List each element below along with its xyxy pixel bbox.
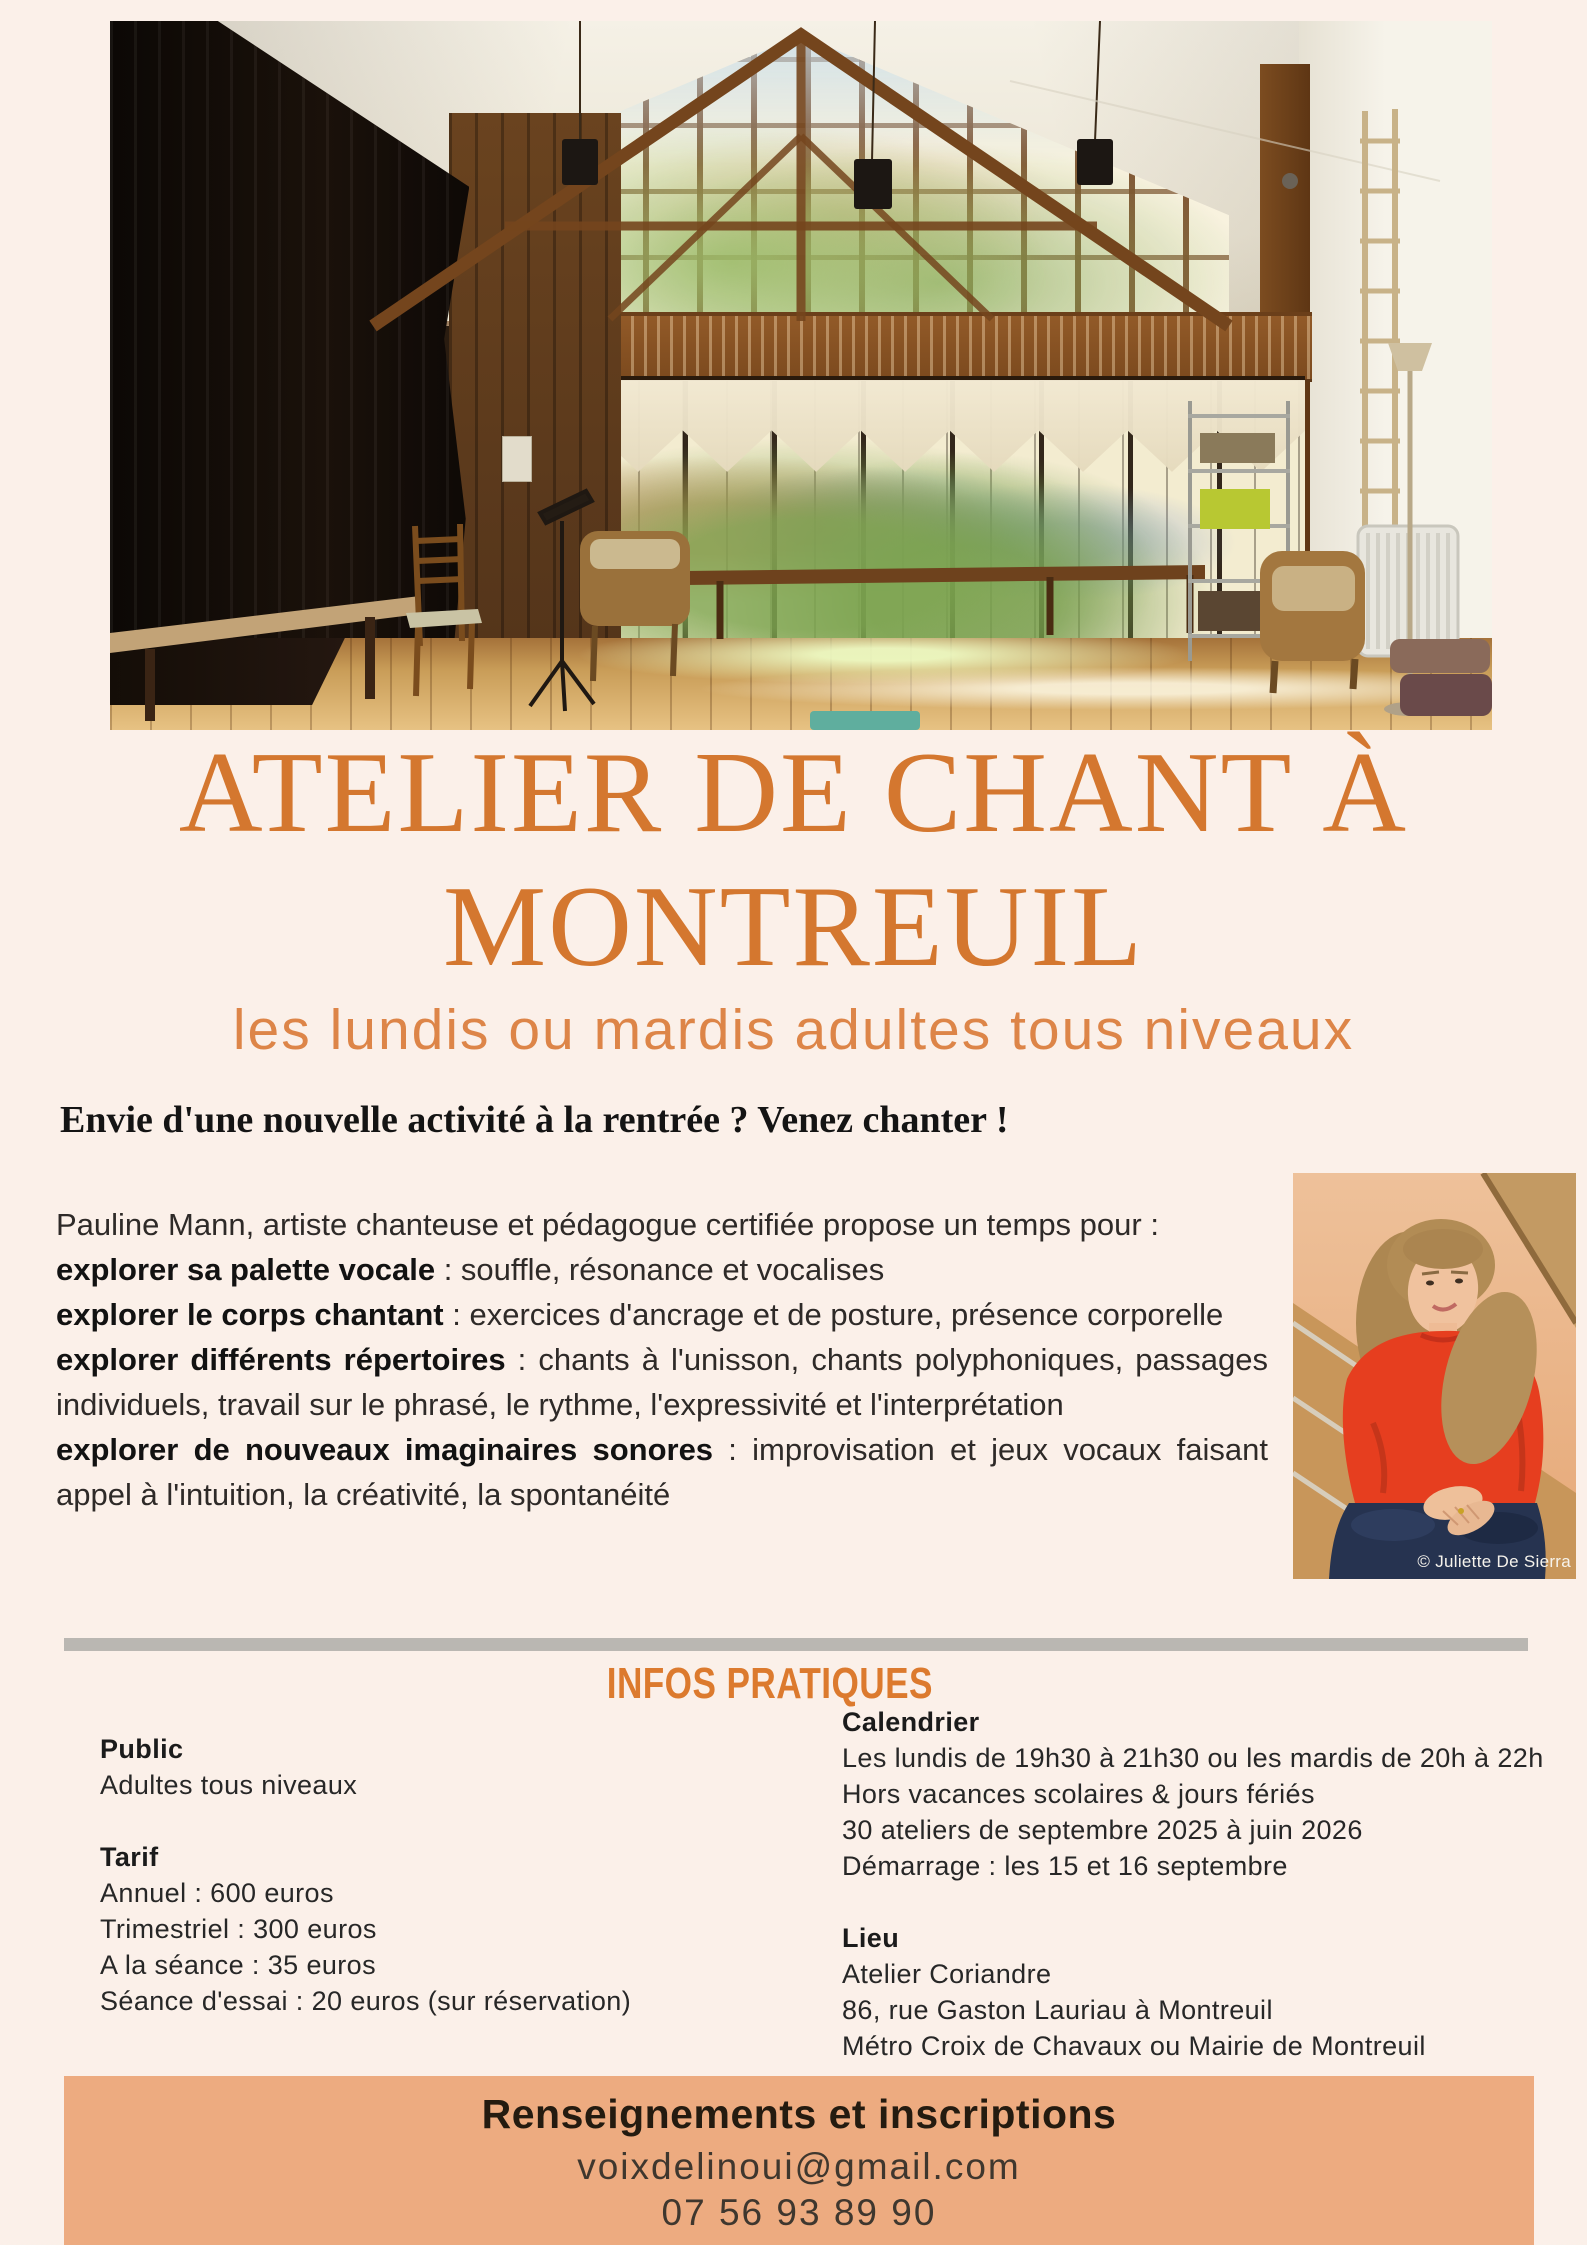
hall-furniture <box>110 21 1492 730</box>
about-item: explorer le corps chantant : exercices d'ancrage et de posture, présence corporelle <box>56 1297 1224 1332</box>
about-text <box>56 1202 1268 1517</box>
hook-line: Envie d'une nouvelle activité à la rentrée ? Venez chanter ! <box>60 1099 1009 1141</box>
infos-heading: INFOS PRATIQUES <box>606 1659 934 1708</box>
about-item: explorer différents répertoires : chants à l'unisson, chants polyphoniques, passages individuels, travail sur le phrasé, le rythme, l'expressivité et l'interprétation <box>56 1342 1269 1422</box>
contact-banner <box>64 2076 1534 2245</box>
banner-phone: 07 56 93 89 90 <box>661 2192 937 2233</box>
portrait-illustration <box>1293 1173 1576 1579</box>
infos-heading-wrap <box>0 1659 1540 1709</box>
photo-credit: © Juliette De Sierra <box>1417 1552 1571 1571</box>
info-line: Annuel : 600 euros <box>100 1878 334 1908</box>
title-line1: ATELIER DE CHANT À <box>178 729 1409 857</box>
about-item: explorer de nouveaux imaginaires sonores : improvisation et jeux vocaux faisant appel à l'intuition, la créativité, la spontanéité <box>56 1432 1268 1512</box>
lieu-label: Lieu <box>842 1923 900 1953</box>
banner-email: voixdelinoui@gmail.com <box>577 2146 1021 2187</box>
portrait-photo <box>1293 1173 1576 1579</box>
tarif-label: Tarif <box>100 1842 159 1872</box>
page-title <box>0 726 1587 994</box>
info-line: Hors vacances scolaires & jours fériés <box>842 1779 1315 1809</box>
info-line: A la séance : 35 euros <box>100 1950 376 1980</box>
about-item: explorer sa palette vocale : souffle, résonance et vocalises <box>56 1252 885 1287</box>
divider-bar <box>64 1638 1528 1651</box>
info-line: 30 ateliers de septembre 2025 à juin 2026 <box>842 1815 1363 1845</box>
info-line: 86, rue Gaston Lauriau à Montreuil <box>842 1995 1273 2025</box>
about-intro: Pauline Mann, artiste chanteuse et pédagogue certifiée propose un temps pour : <box>56 1207 1159 1242</box>
info-line: Les lundis de 19h30 à 21h30 ou les mardis de 20h à 22h <box>842 1743 1544 1773</box>
calendrier-label: Calendrier <box>842 1707 980 1737</box>
info-line: Adultes tous niveaux <box>100 1770 358 1800</box>
info-line: Séance d'essai : 20 euros (sur réservation) <box>100 1986 632 2016</box>
spacer <box>842 1884 1544 1920</box>
infos-right-column <box>842 1704 1544 2064</box>
info-line: Démarrage : les 15 et 16 septembre <box>842 1851 1288 1881</box>
infos-left-column <box>100 1731 631 2019</box>
title-line2: MONTREUIL <box>442 863 1145 991</box>
info-line: Métro Croix de Chavaux ou Mairie de Montreuil <box>842 2031 1426 2061</box>
subtitle: les lundis ou mardis adultes tous niveaux <box>232 998 1355 1062</box>
info-line: Trimestriel : 300 euros <box>100 1914 377 1944</box>
info-line: Atelier Coriandre <box>842 1959 1052 1989</box>
hall-photo <box>110 21 1492 730</box>
public-label: Public <box>100 1734 184 1764</box>
banner-title: Renseignements et inscriptions <box>481 2091 1117 2137</box>
spacer <box>100 1803 631 1839</box>
